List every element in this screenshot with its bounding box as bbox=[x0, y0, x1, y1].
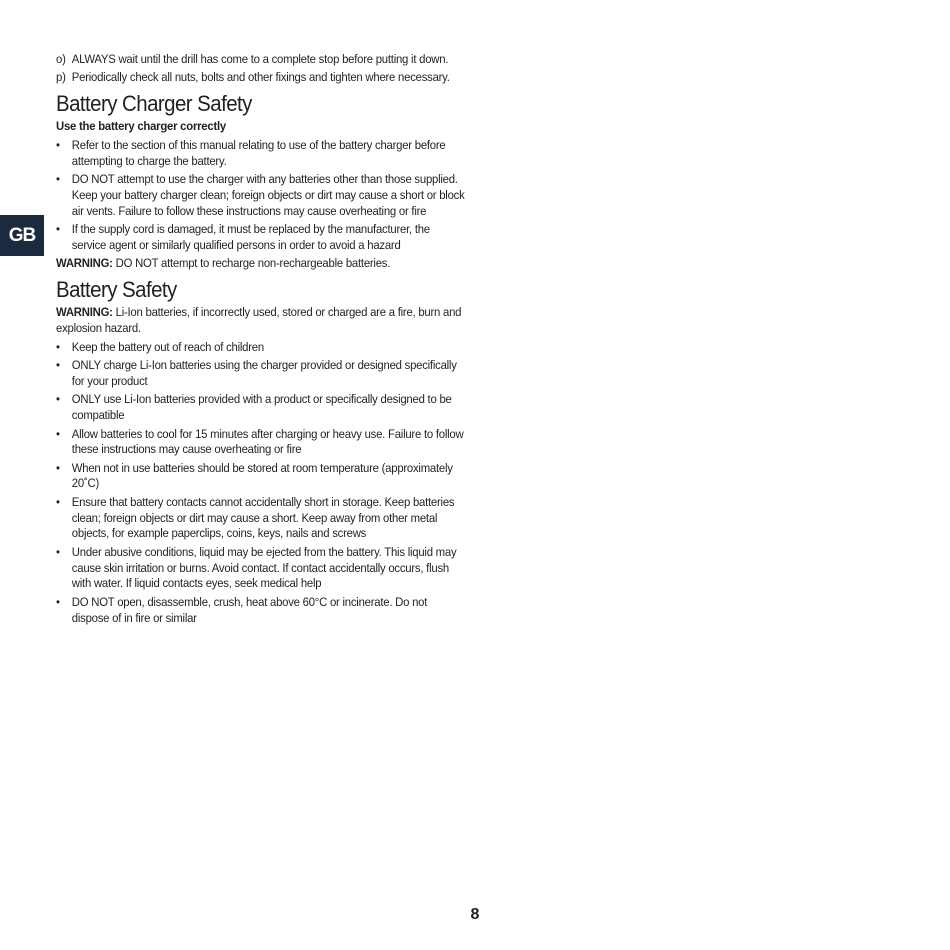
list-item bbox=[56, 52, 465, 68]
section-heading-charger: Battery Charger Safety bbox=[56, 91, 252, 117]
bullet-marker: • bbox=[56, 339, 60, 354]
bullet-marker: • bbox=[56, 222, 60, 237]
list-item bbox=[56, 545, 465, 592]
list-item-text: ONLY use Li-Ion batteries provided with a product or specifically designed to be compatible bbox=[71, 392, 452, 423]
section-subheading: Use the battery charger correctly bbox=[56, 119, 226, 134]
list-item-text: If the supply cord is damaged, it must be replaced by the manufacturer, the service agent or similarly qualified persons in order to avoid a hazard bbox=[71, 222, 430, 252]
list-item bbox=[56, 138, 465, 170]
bullet-marker: • bbox=[56, 594, 60, 609]
list-item bbox=[56, 595, 465, 627]
language-tab-label: GB bbox=[8, 224, 36, 246]
list-item bbox=[56, 495, 465, 542]
list-item bbox=[56, 358, 465, 390]
language-tab-gb bbox=[0, 215, 44, 256]
list-item-text: ONLY charge Li-Ion batteries using the charger provided or designed specifically for your product bbox=[71, 358, 457, 388]
list-item-text: Ensure that battery contacts cannot accidentally short in storage. Keep batteries clean; foreign objects or dirt may cause a short. Keep away from other metal objects, for example paperclips, coins, keys, nails and screws bbox=[71, 494, 455, 541]
bullet-marker: • bbox=[56, 137, 60, 152]
battery-warning bbox=[56, 305, 465, 337]
bullet-marker: • bbox=[56, 544, 60, 559]
warning-text: DO NOT attempt to recharge non-rechargeable batteries. bbox=[112, 256, 391, 271]
bullet-marker: • bbox=[56, 494, 60, 509]
list-item bbox=[56, 172, 465, 219]
manual-content bbox=[56, 52, 465, 629]
warning-label: WARNING: bbox=[56, 305, 113, 320]
warning-label: WARNING: bbox=[56, 256, 113, 271]
list-marker: o) bbox=[56, 52, 66, 66]
bullet-marker: • bbox=[56, 460, 60, 475]
list-item-text: Allow batteries to cool for 15 minutes after charging or heavy use. Failure to follow these instructions may cause overheating or fire bbox=[71, 426, 464, 457]
list-item-text: DO NOT open, disassemble, crush, heat above 60°C or incinerate. Do not dispose of in fire or similar bbox=[71, 594, 428, 625]
bullet-marker: • bbox=[56, 426, 60, 441]
list-item-text: ALWAYS wait until the drill has come to a complete stop before putting it down. bbox=[71, 52, 449, 66]
list-item-text: Periodically check all nuts, bolts and other fixings and tighten where necessary. bbox=[71, 70, 450, 85]
list-item bbox=[56, 392, 465, 424]
charger-warning bbox=[56, 256, 465, 272]
list-item bbox=[56, 340, 465, 356]
page-number: 8 bbox=[470, 906, 480, 923]
list-item bbox=[56, 222, 465, 254]
list-item-text: Refer to the section of this manual relating to use of the battery charger before attempting to charge the battery. bbox=[71, 137, 446, 168]
section-heading-battery: Battery Safety bbox=[56, 277, 177, 303]
list-item bbox=[56, 461, 465, 493]
list-marker: p) bbox=[56, 70, 66, 85]
list-item-text: Under abusive conditions, liquid may be ejected from the battery. This liquid may cause skin irritation or burns. Avoid contact. If contact accidentally occurs, flush with water. If liquid contacts eyes, seek medical help bbox=[71, 544, 457, 591]
warning-text: Li-Ion batteries, if incorrectly used, stored or charged are a fire, burn and explosion hazard. bbox=[56, 305, 462, 335]
list-item-text: Keep the battery out of reach of children bbox=[71, 339, 264, 354]
list-item bbox=[56, 427, 465, 459]
list-item-text: DO NOT attempt to use the charger with any batteries other than those supplied. Keep your battery charger clean; foreign objects or dirt may cause a short or block air vents. Failure to follow these instructions may cause overheating or fire bbox=[71, 172, 465, 218]
bullet-marker: • bbox=[56, 172, 60, 187]
list-item-text: When not in use batteries should be stored at room temperature (approximately 20˚C) bbox=[71, 460, 453, 491]
list-item bbox=[56, 70, 465, 86]
bullet-marker: • bbox=[56, 392, 60, 407]
bullet-marker: • bbox=[56, 358, 60, 373]
